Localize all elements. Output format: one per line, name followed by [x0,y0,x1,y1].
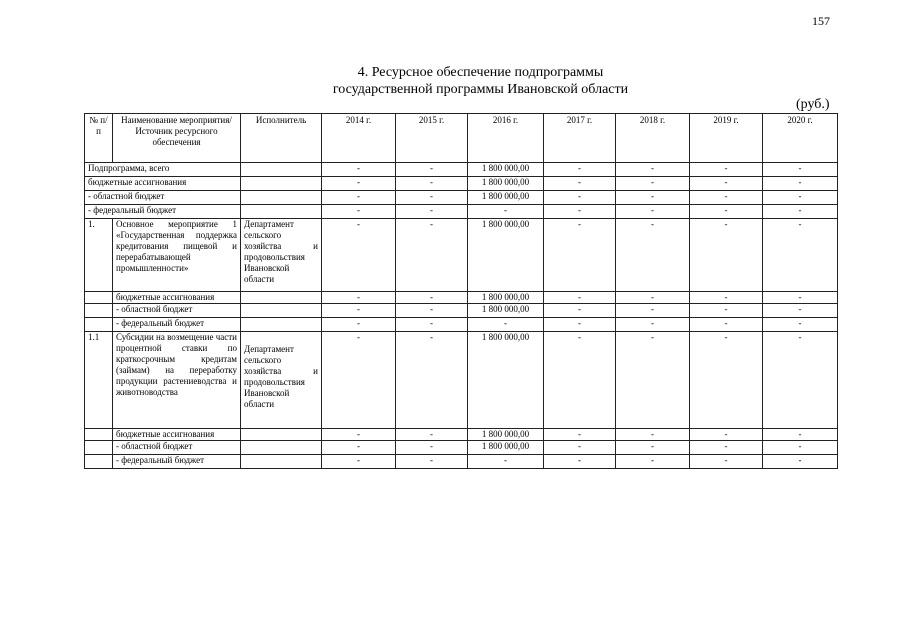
value-2014: - [322,191,396,205]
value-2015: - [396,219,468,292]
value-2017: - [544,304,616,318]
header-2018: 2018 г. [616,114,690,163]
row-num [85,292,113,304]
value-2017: - [544,455,616,469]
value-2019: - [690,177,763,191]
value-2014: - [322,177,396,191]
title-line-2: государственной программы Ивановской области [332,82,629,97]
value-2018: - [616,441,690,455]
value-2016: - [468,455,544,469]
value-2019: - [690,429,763,441]
value-2017: - [544,441,616,455]
value-2018: - [616,332,690,429]
value-2017: - [544,191,616,205]
header-2015: 2015 г. [396,114,468,163]
row-name: - федеральный бюджет [113,455,241,469]
value-2017: - [544,332,616,429]
value-2015: - [396,318,468,332]
value-2016: 1 800 000,00 [468,441,544,455]
row-num: 1. [85,219,113,292]
row-num [85,304,113,318]
value-2015: - [396,304,468,318]
value-2020: - [763,177,838,191]
value-2014: - [322,455,396,469]
row-num [85,441,113,455]
row-name: Подпрограмма, всего [85,163,241,177]
row-num [85,429,113,441]
value-2018: - [616,163,690,177]
row-executor [241,429,322,441]
page-number: 157 [812,14,830,28]
value-2016: 1 800 000,00 [468,163,544,177]
value-2017: - [544,219,616,292]
value-2018: - [616,191,690,205]
value-2020: - [763,332,838,429]
value-2019: - [690,332,763,429]
value-2015: - [396,191,468,205]
table-row [85,318,838,332]
row-name: бюджетные ассигнования [113,429,241,441]
value-2016: 1 800 000,00 [468,219,544,292]
value-2014: - [322,205,396,219]
value-2020: - [763,441,838,455]
value-2017: - [544,205,616,219]
header-2020: 2020 г. [763,114,838,163]
value-2019: - [690,191,763,205]
row-executor [241,441,322,455]
value-2016: 1 800 000,00 [468,177,544,191]
table-row [85,205,838,219]
value-2016: 1 800 000,00 [468,191,544,205]
row-executor [241,191,322,205]
value-2015: - [396,429,468,441]
value-2015: - [396,292,468,304]
value-2014: - [322,292,396,304]
table-row [85,177,838,191]
row-num: 1.1 [85,332,113,429]
row-executor [241,318,322,332]
page-title [0,64,905,98]
value-2017: - [544,318,616,332]
table-row [85,455,838,469]
value-2019: - [690,205,763,219]
value-2015: - [396,332,468,429]
resource-table [84,113,838,469]
value-2020: - [763,292,838,304]
header-name: Наименование мероприятия/ Источник ресурсного обеспечения [113,114,241,163]
value-2016: - [468,318,544,332]
table-row [85,191,838,205]
row-name: Основное мероприятие 1 «Государственная поддержка кредитования пищевой и перерабатывающей промышленности» [113,219,241,292]
row-executor [241,205,322,219]
row-name: бюджетные ассигнования [85,177,241,191]
value-2020: - [763,455,838,469]
row-executor [241,455,322,469]
row-num [85,318,113,332]
value-2015: - [396,441,468,455]
row-num [85,455,113,469]
table-row [85,441,838,455]
value-2020: - [763,304,838,318]
value-2019: - [690,163,763,177]
value-2019: - [690,292,763,304]
table-row [85,304,838,318]
value-2018: - [616,455,690,469]
value-2018: - [616,219,690,292]
table-row [85,163,838,177]
row-executor: Департамент сельского хозяйства и продовольствия Ивановской области [241,219,322,292]
value-2018: - [616,205,690,219]
row-name: - федеральный бюджет [85,205,241,219]
table-row [85,292,838,304]
value-2019: - [690,441,763,455]
header-2016: 2016 г. [468,114,544,163]
value-2014: - [322,332,396,429]
value-2016: 1 800 000,00 [468,292,544,304]
table-row [85,429,838,441]
value-2015: - [396,177,468,191]
header-2017: 2017 г. [544,114,616,163]
value-2018: - [616,318,690,332]
header-num: № п/п [85,114,113,163]
value-2020: - [763,205,838,219]
row-executor [241,304,322,318]
value-2016: 1 800 000,00 [468,304,544,318]
row-name: - областной бюджет [113,304,241,318]
row-name: Субсидии на возмещение части процентной ставки по краткосрочным кредитам (займам) на переработку продукции растениеводства и животноводства [113,332,241,429]
row-name: - областной бюджет [85,191,241,205]
row-name: - областной бюджет [113,441,241,455]
row-name: бюджетные ассигнования [113,292,241,304]
value-2017: - [544,163,616,177]
value-2014: - [322,219,396,292]
value-2020: - [763,219,838,292]
header-2019: 2019 г. [690,114,763,163]
title-line-1: 4. Ресурсное обеспечение подпрограммы [357,65,604,80]
value-2015: - [396,455,468,469]
value-2020: - [763,163,838,177]
value-2016: - [468,205,544,219]
value-2017: - [544,177,616,191]
value-2015: - [396,205,468,219]
value-2018: - [616,292,690,304]
value-2016: 1 800 000,00 [468,332,544,429]
value-2018: - [616,177,690,191]
currency-unit: (руб.) [796,97,830,112]
value-2014: - [322,163,396,177]
row-executor [241,177,322,191]
value-2018: - [616,304,690,318]
value-2019: - [690,455,763,469]
row-executor [241,163,322,177]
row-executor: Департамент сельского хозяйства и продовольствия Ивановской области [241,332,322,429]
value-2014: - [322,318,396,332]
header-executor: Исполнитель [241,114,322,163]
value-2019: - [690,318,763,332]
value-2014: - [322,429,396,441]
value-2020: - [763,429,838,441]
value-2014: - [322,441,396,455]
table-header-row [85,114,838,163]
value-2020: - [763,191,838,205]
row-name: - федеральный бюджет [113,318,241,332]
row-executor [241,292,322,304]
value-2019: - [690,304,763,318]
value-2014: - [322,304,396,318]
value-2015: - [396,163,468,177]
value-2016: 1 800 000,00 [468,429,544,441]
value-2020: - [763,318,838,332]
value-2019: - [690,219,763,292]
table-row [85,332,838,429]
value-2017: - [544,292,616,304]
header-2014: 2014 г. [322,114,396,163]
value-2017: - [544,429,616,441]
value-2018: - [616,429,690,441]
table-row [85,219,838,292]
